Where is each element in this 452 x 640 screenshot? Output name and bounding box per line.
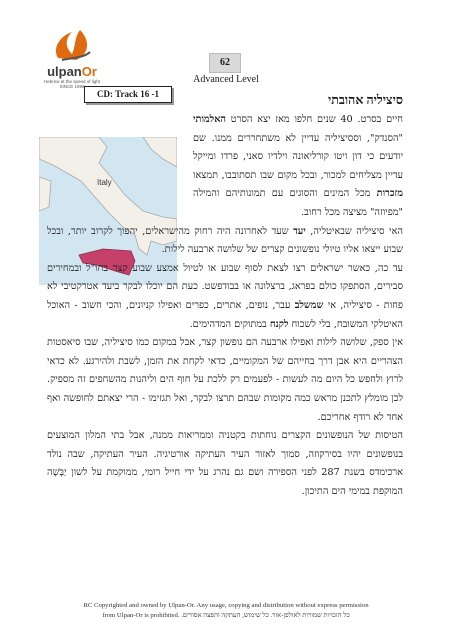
article-body	[47, 111, 403, 501]
level-heading: Advanced Level	[193, 74, 259, 85]
page-number: 62	[209, 53, 241, 73]
article-title: סיציליה אהובתי	[328, 93, 403, 107]
paragraph-1: חיים בסרט. 40 שנים חלפו מאז יצא הסרט האלמותי "הסנדק", וססיציליה עדיין לא משתחררים ממנו. שם יודעים כי דון ויטו קורליאונה וילדיו סאני, פרדו ומייקל עדיין מצליחים למכור, ובכל מקום שבו תסתובבו, תמצאו מזכרות מכל המינים והסוגים עם תמונותיהם והמילה "מפיוזה" מציצה מכל רחוב.	[193, 114, 403, 218]
map-label-italy: Italy	[97, 178, 112, 187]
paragraph-3: עד כה, כאשר ישראלים רצו לצאת לסוף שבוע או לטיול אמצע שבוע קצר בחו"ל ובמחירים סבירים, הסתפקו כולם בפראג, ברצלונה או בבודפשט. כעת הם יוכלו לבקר ביעד אטרקטיבי לא פחות - סיציליה, אי שמשלב עבר, נופים, אתרים, כפרים ואפילו קניונים, והכי חשוב - האוכל האיטלקי המשובח, בלי לשכוח לקנח במתוקים המדהימים.	[47, 262, 403, 330]
paragraph-2: האי סיציליה שבאיטליה, יעד שעד לאחרונה היה רחוק מהישראלים, יהפוך לקרוב יותר, ובכל שבוע ייצאו אליו טיולי נופשונים קצרים של שלושה ארבעה לילות.	[47, 225, 403, 256]
cd-track-label: CD: Track 16 -1	[84, 86, 172, 103]
logo-tagline: Hebrew at the speed of light SINCE 1996	[43, 79, 101, 89]
paragraph-5: הטיסות של הנופשונים הקצרים נוחתות בקטניה וממריאות ממנה, אבל בתי המלון המוצעים בנופשונים יהיו בסירקוזה, סמוך לאזור העיר העתיקה אורטיגיה. העיר העתיקה, שבה נולד ארכימדס בשנת 287 לפני הספירה ושם גם נהרג על ידי חייל רומי, ממוקמת על לשון יַבָּשָׁה המוקפת במימי הים התיכון.	[47, 430, 403, 497]
copyright-footer: RC Copyrighted and owned by Ulpan-Or. Any usage, copying and distribution without express permission from Ulpan-Or is prohibited. כל הזכויות שמורות לאולפן-אור. כל שימוש, העתקה והפצה אסורים.	[83, 602, 369, 619]
flame-logo-icon	[50, 28, 94, 64]
paragraph-4: אין ספק, שלושה לילות ואפילו ארבעה הם נופשון קצר, אבל במקום כמו סיציליה, שבו סיאסטות הצהריים היא אבן דרך בחייהם של המקומיים, כדאי לקחת את הזמן, לשבת ולהירגע. לא כדאי לרוץ ולחפש כל היום מה לעשות - לפעמים רק ללכת על חוף הים וליהנות מהשחפים זה מספיק. לכן מומלץ לתכנן מראש כמה מקומות שבהם תרצו לבקר, ואל תגזימו - הרי יצאתם לחופשה ואף אחד לא רודף אחריכם.	[47, 337, 403, 423]
logo-brand: ulpanOr	[47, 64, 97, 79]
